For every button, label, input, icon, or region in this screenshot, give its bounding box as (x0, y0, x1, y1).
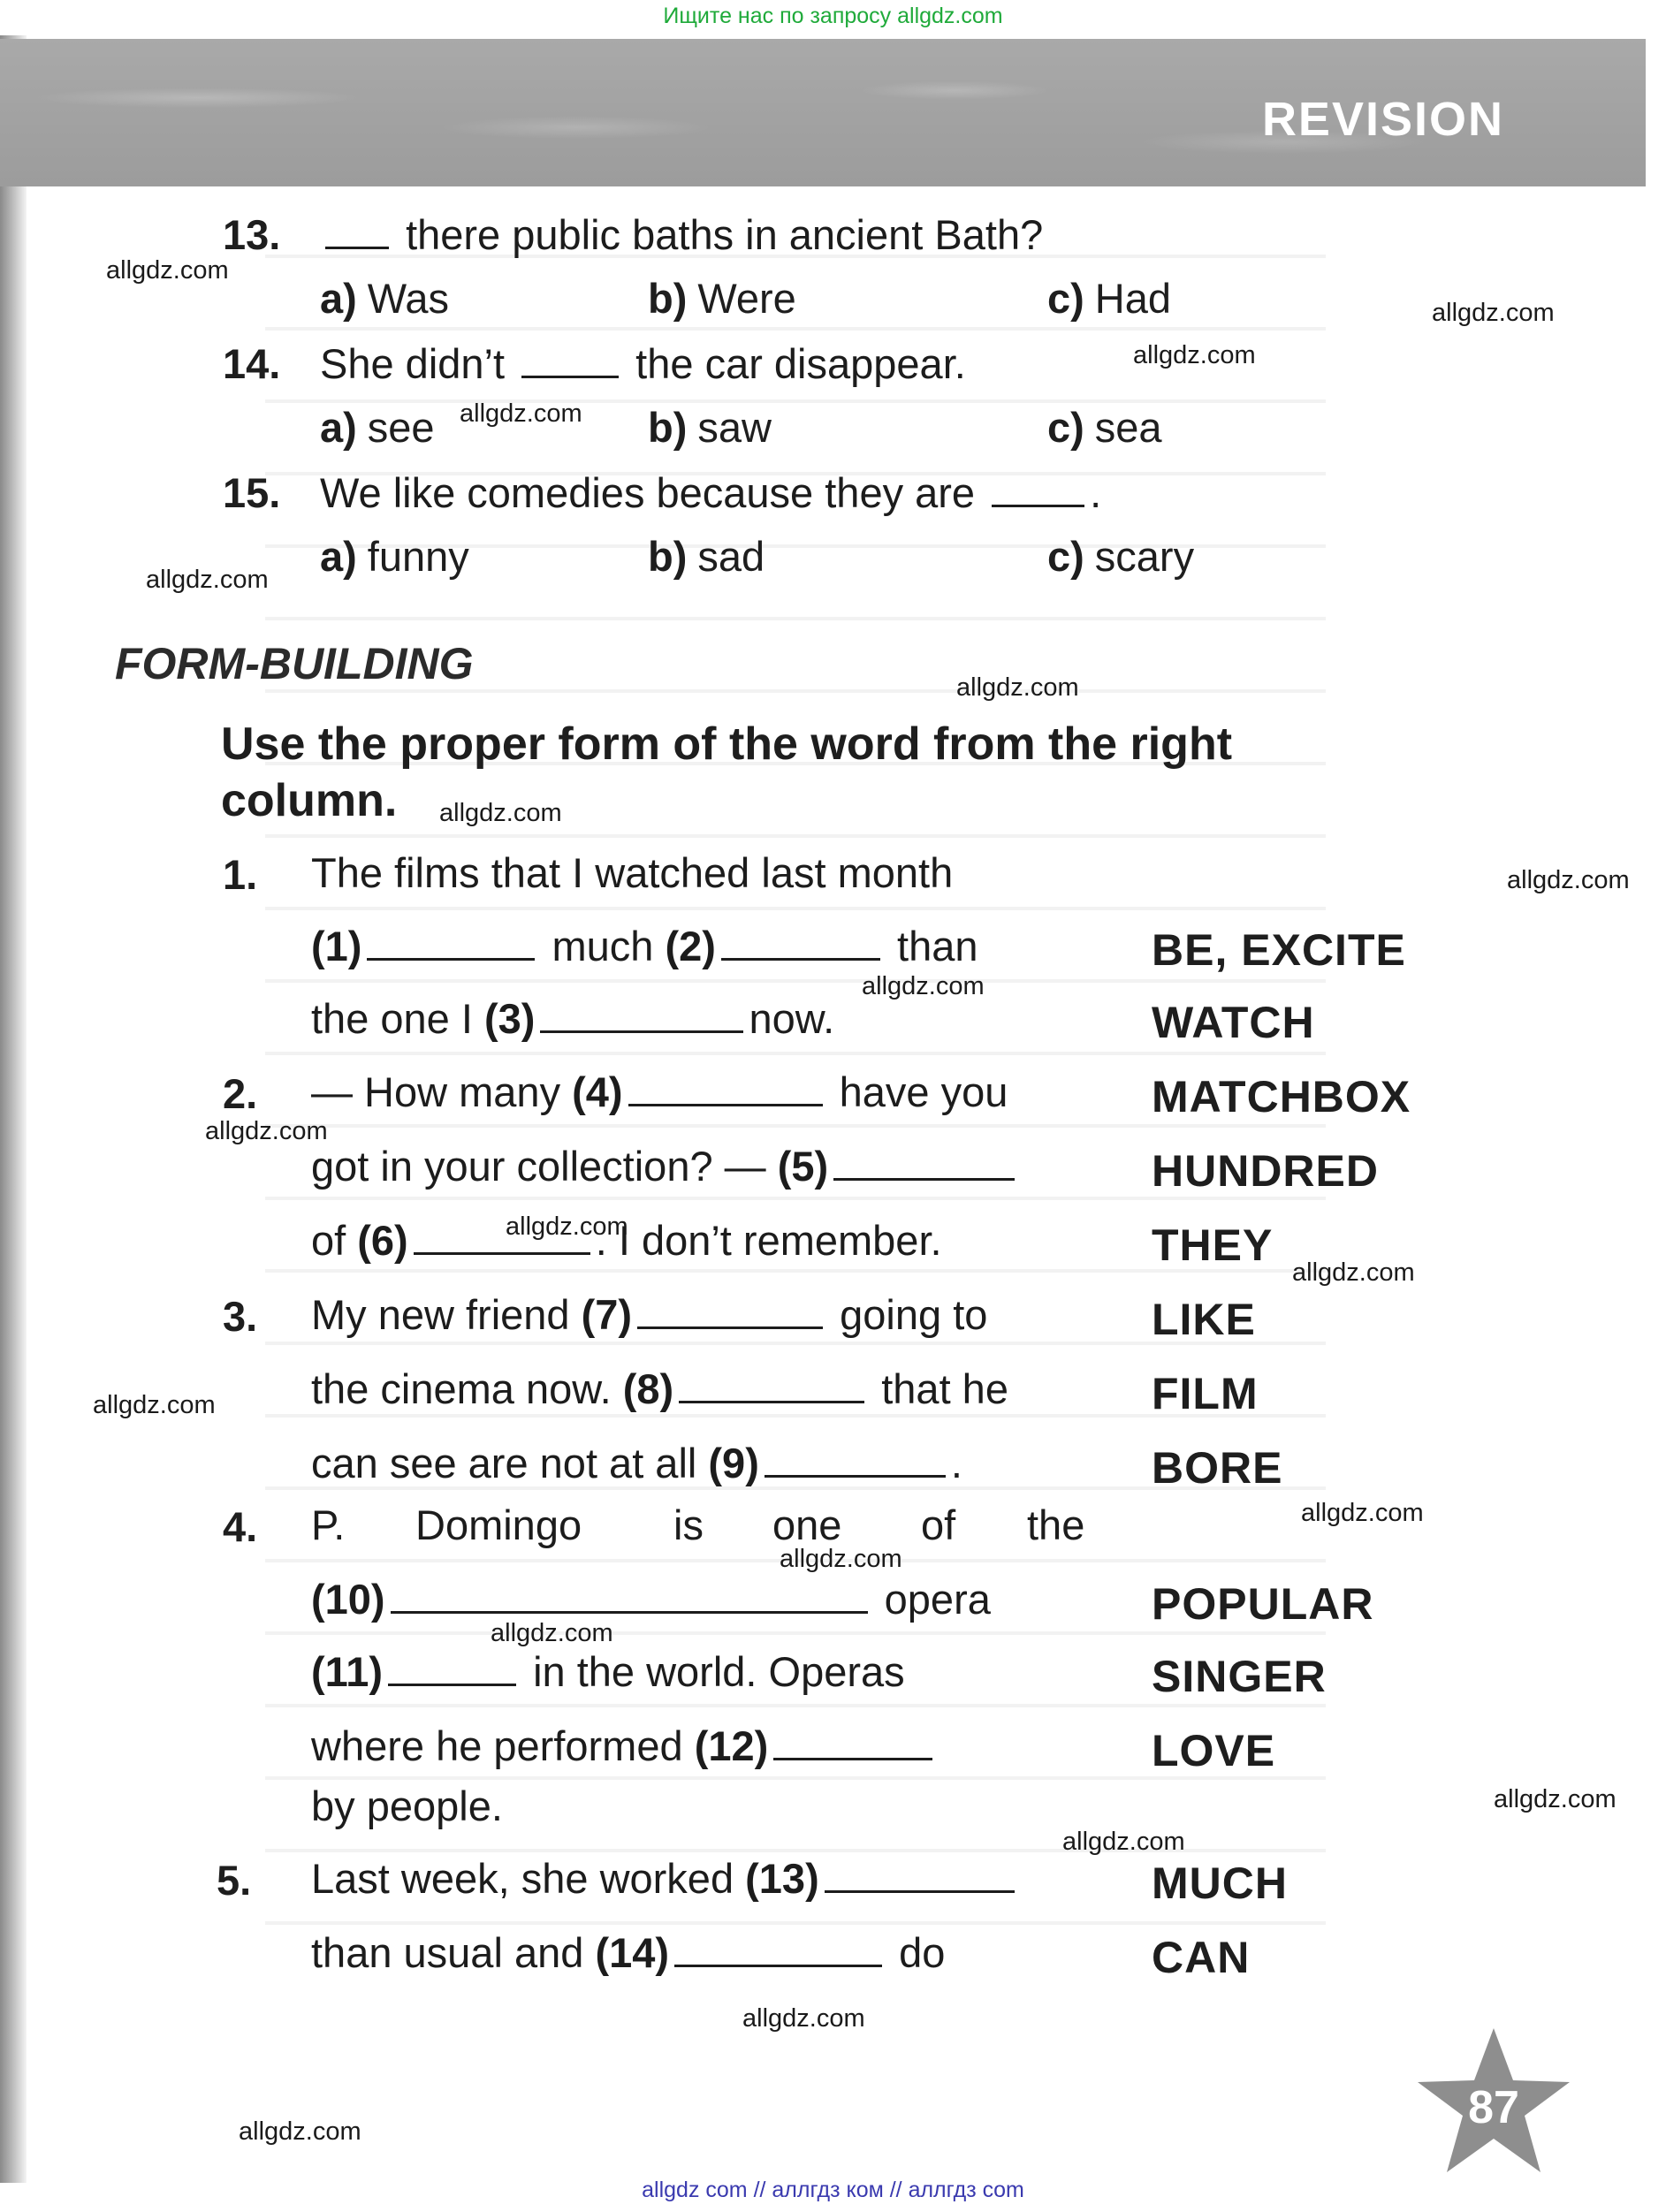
question-14-number: 14. (223, 340, 281, 387)
gap-number: (2) (665, 923, 716, 969)
option-letter: a) (320, 275, 357, 322)
footer-watermark: allgdz com // аллгдз ком // аллгдз com (642, 2178, 1024, 2202)
item-3-number: 3. (223, 1293, 258, 1340)
exercise-line (311, 922, 978, 970)
word-clue: MATCHBOX (1152, 1072, 1411, 1121)
option-letter: c) (1047, 404, 1084, 451)
exercise-line: The films that I watched last month (311, 849, 954, 896)
gap-number: (13) (745, 1855, 819, 1902)
question-13-number: 13. (223, 211, 281, 258)
instruction-line-1: Use the proper form of the word from the right (221, 718, 1233, 770)
exercise-line (311, 1068, 1008, 1116)
line-text: that he (881, 1365, 1008, 1412)
line-word: the (1027, 1501, 1085, 1548)
option-text: Were (697, 275, 796, 322)
watermark: allgdz.com (93, 1391, 216, 1419)
watermark: allgdz.com (1301, 1499, 1424, 1527)
answer-blank[interactable] (388, 1683, 516, 1686)
page-number: 87 (1468, 2082, 1519, 2133)
line-text: the one I (311, 995, 473, 1042)
watermark: allgdz.com (239, 2117, 361, 2146)
exercise-line (311, 1647, 905, 1696)
option-text: sea (1094, 404, 1162, 451)
option-letter: a) (320, 404, 357, 451)
word-clue: LIKE (1152, 1295, 1256, 1344)
line-text: much (552, 923, 654, 969)
gap-number: (3) (484, 995, 536, 1042)
page-number-star (1414, 2024, 1573, 2183)
instruction-line-2: column. (221, 775, 398, 826)
option-letter: c) (1047, 533, 1084, 580)
question-15-text (320, 468, 1101, 517)
option-15b[interactable] (648, 532, 765, 581)
word-clue: POPULAR (1152, 1579, 1374, 1629)
option-text: Was (367, 275, 450, 322)
option-letter: b) (648, 275, 688, 322)
exercise-line (311, 1575, 991, 1623)
line-text: in the world. Operas (533, 1648, 905, 1695)
answer-blank[interactable] (637, 1326, 823, 1329)
line-text: going to (840, 1291, 988, 1338)
watermark: allgdz.com (742, 2004, 865, 2033)
word-clue: CAN (1152, 1933, 1251, 1982)
word-clue: THEY (1152, 1220, 1274, 1270)
watermark: allgdz.com (1507, 866, 1630, 894)
line-text: now. (749, 995, 835, 1042)
watermark: allgdz.com (146, 566, 269, 594)
watermark: allgdz.com (491, 1619, 613, 1647)
exercise-line (311, 1439, 962, 1487)
line-word: one (772, 1501, 842, 1548)
line-text: where he performed (311, 1722, 683, 1769)
answer-blank[interactable] (674, 1964, 882, 1967)
gap-number: (10) (311, 1576, 385, 1623)
option-letter: c) (1047, 275, 1084, 322)
word-clue: LOVE (1152, 1726, 1276, 1775)
gap-number: (5) (777, 1143, 829, 1190)
line-text: the cinema now. (311, 1365, 612, 1412)
watermark: allgdz.com (460, 399, 582, 428)
answer-blank[interactable] (679, 1400, 864, 1403)
option-13a[interactable] (320, 274, 449, 323)
option-text: sad (697, 533, 765, 580)
answer-blank[interactable] (721, 957, 880, 961)
watermark: allgdz.com (1062, 1828, 1185, 1856)
line-text: than (897, 923, 978, 969)
watermark: allgdz.com (439, 799, 562, 827)
option-15a[interactable] (320, 532, 469, 581)
line-text: have you (839, 1068, 1008, 1115)
answer-blank[interactable] (992, 504, 1084, 507)
gap-number: (14) (595, 1929, 670, 1976)
option-13c[interactable] (1047, 274, 1171, 323)
question-14-text (320, 339, 966, 388)
word-clue: HUNDRED (1152, 1146, 1379, 1196)
watermark: allgdz.com (956, 673, 1079, 702)
word-clue: BORE (1152, 1443, 1283, 1493)
line-text: Last week, she worked (311, 1855, 734, 1902)
exercise-line (311, 1364, 1008, 1413)
option-text: saw (697, 404, 772, 451)
exercise-line (311, 1928, 945, 1977)
answer-blank[interactable] (325, 246, 389, 249)
watermark: allgdz.com (1432, 299, 1555, 327)
answer-blank[interactable] (765, 1474, 946, 1478)
answer-blank[interactable] (367, 957, 535, 961)
gap-number: (9) (708, 1440, 759, 1486)
line-text: . (950, 1440, 962, 1486)
top-note: Ищите нас по запросу allgdz.com (663, 4, 1003, 28)
option-14c[interactable] (1047, 403, 1162, 452)
answer-blank[interactable] (833, 1177, 1015, 1181)
gap-number: (4) (572, 1068, 623, 1115)
watermark: allgdz.com (205, 1117, 328, 1145)
option-letter: b) (648, 404, 688, 451)
option-text: scary (1094, 533, 1195, 580)
line-text: than usual and (311, 1929, 584, 1976)
banner-title: REVISION (1261, 93, 1504, 146)
watermark: allgdz.com (780, 1545, 902, 1573)
line-word: Domingo (415, 1501, 582, 1548)
option-letter: a) (320, 533, 357, 580)
option-14a[interactable] (320, 403, 435, 452)
line-text: do (899, 1929, 946, 1976)
exercise-line (311, 1142, 1020, 1190)
question-13-text (320, 210, 1043, 259)
question-15-before: We like comedies because they are (320, 469, 976, 516)
word-clue: SINGER (1152, 1652, 1327, 1701)
option-letter: b) (648, 533, 688, 580)
option-15c[interactable] (1047, 532, 1194, 581)
revision-banner (0, 39, 1646, 186)
answer-blank[interactable] (521, 375, 619, 378)
option-14b[interactable] (648, 403, 772, 452)
answer-blank[interactable] (628, 1103, 823, 1106)
word-clue: BE, EXCITE (1152, 925, 1406, 975)
gap-number: (11) (311, 1648, 383, 1695)
item-5-number: 5. (217, 1857, 252, 1904)
word-clue: WATCH (1152, 998, 1315, 1047)
word-clue: MUCH (1152, 1859, 1288, 1908)
binding-shadow (0, 35, 27, 2183)
exercise-line: by people. (311, 1783, 503, 1829)
gap-number: (7) (581, 1291, 633, 1338)
question-14-after: the car disappear. (635, 340, 966, 387)
option-text: funny (367, 533, 469, 580)
option-text: see (367, 404, 435, 451)
watermark: allgdz.com (506, 1212, 628, 1241)
line-word: P. (311, 1501, 346, 1548)
exercise-line (311, 1854, 1020, 1903)
exercise-line (311, 1722, 938, 1770)
answer-blank[interactable] (540, 1030, 743, 1033)
watermark: allgdz.com (862, 972, 985, 1000)
exercise-line (311, 1290, 987, 1339)
question-14-before: She didn’t (320, 340, 506, 387)
line-text: My new friend (311, 1291, 570, 1338)
answer-blank[interactable] (391, 1610, 868, 1614)
gap-number: (8) (622, 1365, 674, 1412)
line-word: of (921, 1501, 956, 1548)
line-text: — How many (311, 1068, 561, 1115)
gap-number: (1) (311, 923, 362, 969)
answer-blank[interactable] (414, 1251, 590, 1255)
option-text: Had (1094, 275, 1172, 322)
item-2-number: 2. (223, 1070, 258, 1117)
gap-number: (6) (357, 1217, 408, 1264)
question-15-number: 15. (223, 469, 281, 516)
item-4-number: 4. (223, 1503, 258, 1550)
line-text: . I don’t remember. (595, 1217, 942, 1264)
line-text: of (311, 1217, 346, 1264)
gap-number: (12) (694, 1722, 769, 1769)
section-title: FORM-BUILDING (115, 639, 474, 688)
answer-blank[interactable] (773, 1757, 932, 1760)
line-text: opera (884, 1576, 991, 1623)
question-15-after: . (1090, 469, 1102, 516)
watermark: allgdz.com (1292, 1258, 1415, 1287)
answer-blank[interactable] (825, 1889, 1015, 1893)
watermark: allgdz.com (1133, 341, 1256, 369)
line-text: can see are not at all (311, 1440, 697, 1486)
option-13b[interactable] (648, 274, 796, 323)
line-word: is (673, 1501, 704, 1548)
exercise-line (311, 994, 834, 1043)
watermark: allgdz.com (106, 256, 229, 285)
item-1-number: 1. (223, 851, 258, 898)
word-clue: FILM (1152, 1369, 1259, 1418)
watermark: allgdz.com (1494, 1785, 1617, 1813)
question-13-after: there public baths in ancient Bath? (406, 211, 1044, 258)
line-text: got in your collection? — (311, 1143, 766, 1190)
